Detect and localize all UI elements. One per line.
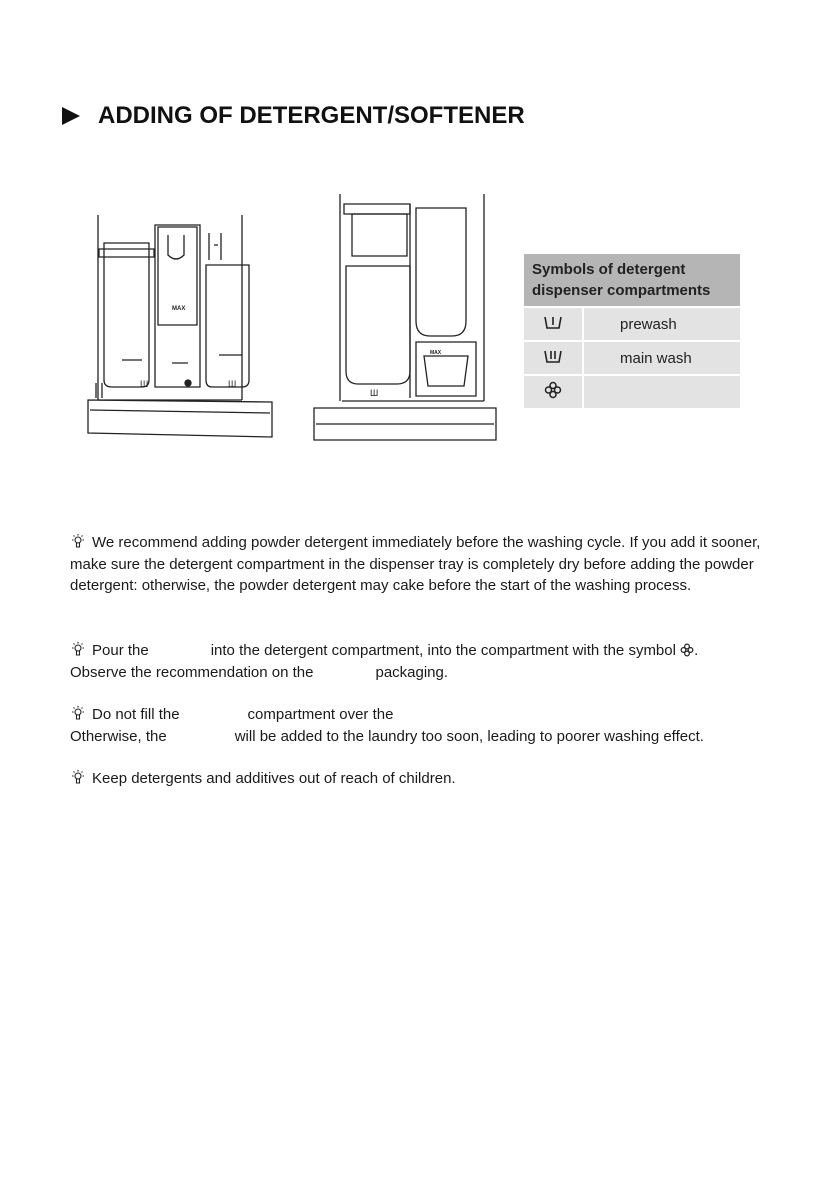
triangle-bullet-icon (62, 107, 80, 125)
symbol-label (583, 375, 740, 408)
tip-text: . (694, 642, 699, 659)
table-row (524, 341, 740, 375)
svg-text:MAX: MAX (430, 350, 442, 356)
tip-text: Pour the (92, 642, 149, 659)
symbol-label: prewash (583, 307, 740, 341)
lightbulb-icon (70, 641, 86, 657)
table-row (524, 307, 740, 341)
softener-flower-icon (680, 643, 694, 657)
prewash-icon (524, 307, 583, 341)
section-title (62, 102, 525, 130)
tip-text: packaging. (375, 663, 449, 681)
table-row (524, 375, 740, 408)
tip-paragraph (70, 704, 790, 747)
svg-text:Ш: Ш (370, 388, 379, 398)
tip-text: Do not fill the (92, 706, 180, 723)
svg-text:Ш: Ш (228, 379, 237, 389)
tip-paragraph (70, 768, 790, 790)
tip-text: Observe the recommendation on the (70, 663, 314, 681)
tip-text: compartment over the (247, 706, 394, 723)
symbol-label: main wash (583, 341, 740, 375)
section-title-text: ADDING OF DETERGENT/SOFTENER (98, 102, 525, 129)
dispenser-drawer-illustration-right (312, 186, 498, 448)
tip-paragraph (70, 640, 790, 683)
svg-text:Ш: Ш (140, 379, 149, 389)
tip-text: We recommend adding powder detergent immediately before the washing cycle. If you add it sooner, make sure the detergent compartment in the dispenser tray is completely dry before adding the powder detergent: otherwise, the powder detergent may cake before the start of the washing process. (70, 534, 761, 594)
tip-paragraph (70, 532, 790, 597)
softener-flower-icon (524, 375, 583, 408)
lightbulb-icon (70, 705, 86, 721)
tip-text: Keep detergents and additives out of reach of children. (92, 770, 456, 787)
dispenser-drawer-illustration-left (84, 205, 276, 445)
tip-text: Otherwise, the (70, 727, 167, 745)
lightbulb-icon (70, 533, 86, 549)
tip-text: into the detergent compartment, into the compartment with the symbol (210, 642, 676, 659)
lightbulb-icon (70, 769, 86, 785)
symbols-table-header: Symbols of detergent dispenser compartments (524, 254, 740, 307)
svg-text:MAX: MAX (172, 306, 186, 312)
tip-text: will be added to the laundry too soon, leading to poorer washing effect. (234, 727, 704, 745)
main-wash-icon (524, 341, 583, 375)
symbols-table (524, 254, 740, 408)
